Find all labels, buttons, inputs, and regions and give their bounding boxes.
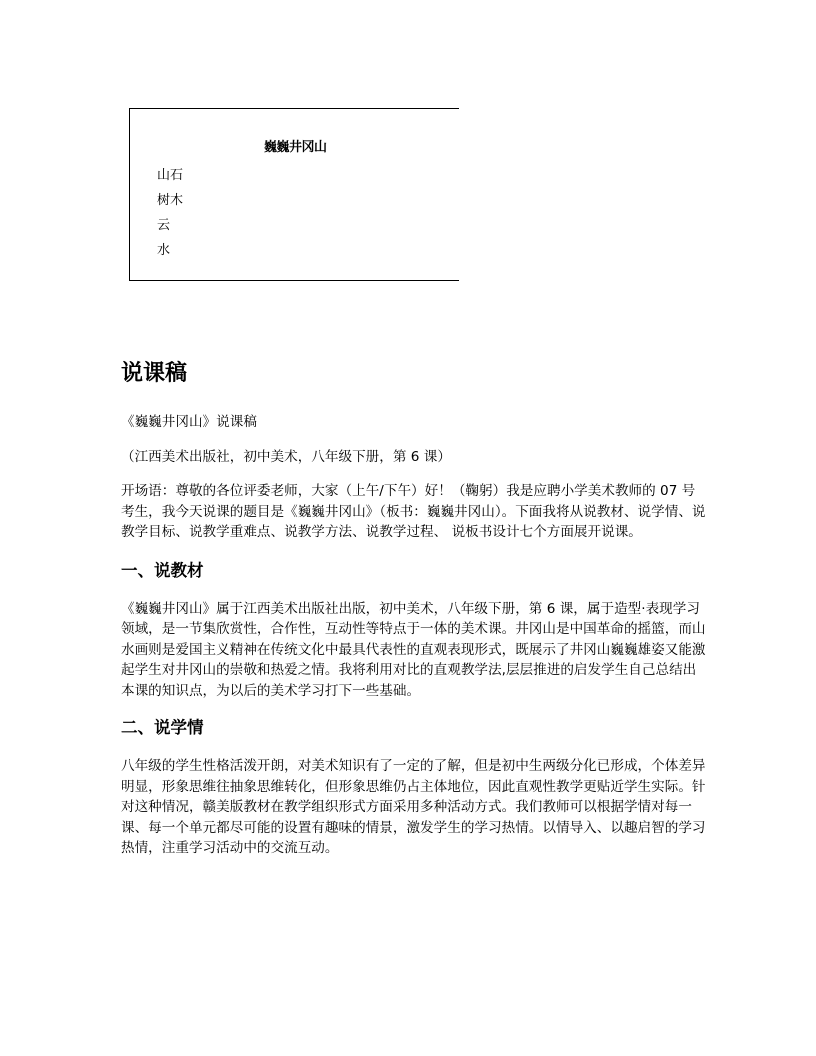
board-item: 山石 <box>157 168 184 183</box>
document-title: 说课稿 <box>121 361 188 386</box>
board-item: 树木 <box>157 193 184 208</box>
section-heading-textbook: 一、说教材 <box>121 560 204 580</box>
section-heading-learners: 二、说学情 <box>121 718 204 737</box>
board-item: 云 <box>157 218 171 233</box>
section-body-learners: 八年级的学生性格活泼开朗，对美术知识有了一定的了解，但是初中生两级分化已形成，个体差异明显，形象思维往抽象思维转化，但形象思维仍占主体地位，因此直观性教学更贴近学生实际。针对这种情况，赣美版教材在教学组织形式方面采用多种活动方式。我们教师可以根据学情对每一课、每一个单元都尽可能的设置有趣味的情景，激发学生的学习热情。以情导入、以趣启智的学习热情，注重学习活动中的交流互动。 <box>121 758 706 856</box>
section-body-textbook: 《巍巍井冈山》属于江西美术出版社出版，初中美术，八年级下册，第 6 课，属于造型·表现学习领域，是一节集欣赏性，合作性，互动性等特点于一体的美术课。井冈山是中国革命的摇篮，而山水画则是爱国主义精神在传统文化中最具代表性的直观表现形式，既展示了井冈山巍巍雄姿又能激起学生对井冈山的崇敬和热爱之情。我将利用对比的直观教学法,层层推进的启发学生自己总结出本课的知识点，为以后的美术学习打下一些基础。 <box>121 600 706 699</box>
publisher-line: （江西美术出版社，初中美术，八年级下册，第 6 课） <box>121 448 451 465</box>
blackboard-design-box <box>129 108 459 281</box>
board-item: 水 <box>157 243 171 258</box>
intro-paragraph: 开场语：尊敬的各位评委老师，大家（上午/下午）好！（鞠躬）我是应聘小学美术教师的 07 号考生，我今天说课的题目是《巍巍井冈山》（板书：巍巍井冈山）。下面我将从说教材、说学情、说教学目标、说教学重难点、说教学方法、说教学过程、 说板书设计七个方面展开说课。 <box>121 483 706 540</box>
document-body <box>121 355 707 859</box>
board-item-list <box>157 163 183 263</box>
document-subtitle: 《巍巍井冈山》说课稿 <box>121 414 257 430</box>
board-title: 巍巍井冈山 <box>264 140 327 155</box>
